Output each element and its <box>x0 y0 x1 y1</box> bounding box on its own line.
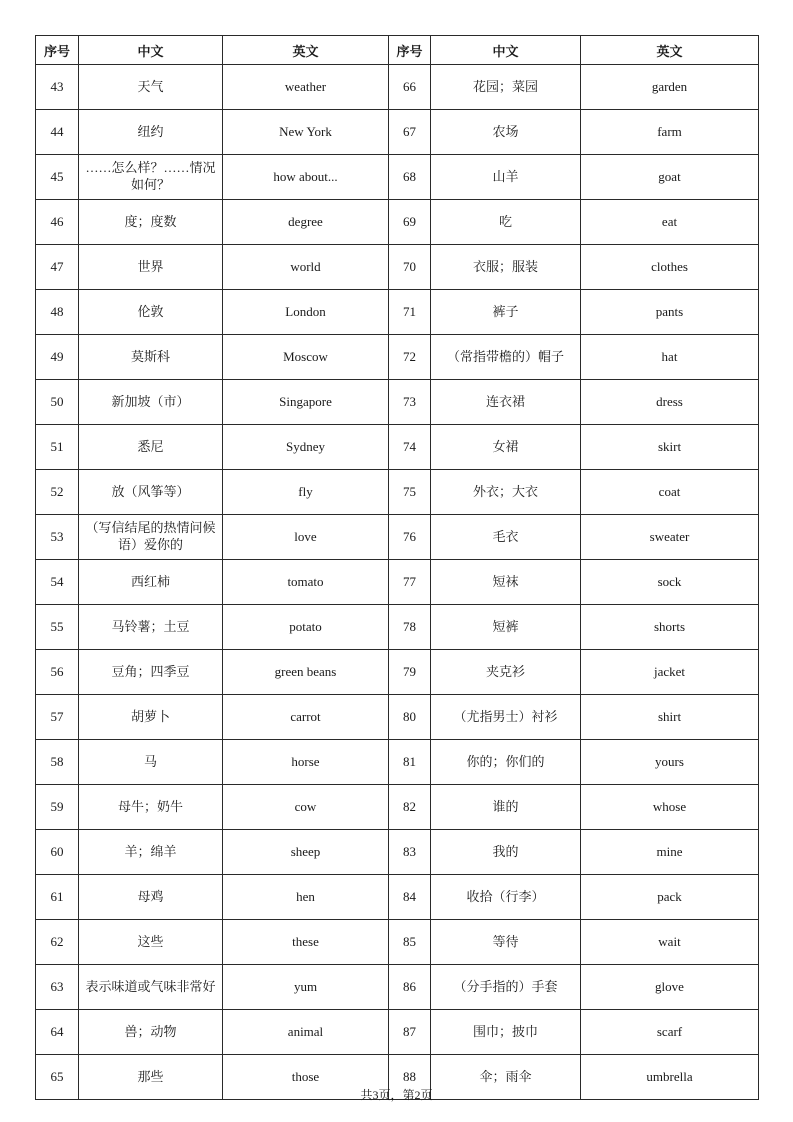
chinese-cell: 等待 <box>431 920 581 965</box>
index-cell: 73 <box>389 380 431 425</box>
index-cell: 43 <box>36 65 79 110</box>
index-cell: 58 <box>36 740 79 785</box>
header-chinese-right: 中文 <box>431 36 581 65</box>
chinese-cell: 短袜 <box>431 560 581 605</box>
index-cell: 74 <box>389 425 431 470</box>
index-cell: 52 <box>36 470 79 515</box>
index-cell: 84 <box>389 875 431 920</box>
chinese-cell: 马铃薯；土豆 <box>79 605 223 650</box>
table-row <box>36 560 759 605</box>
index-cell: 88 <box>389 1055 431 1100</box>
english-cell: how about... <box>223 155 389 200</box>
index-cell: 67 <box>389 110 431 155</box>
english-cell: scarf <box>581 1010 759 1055</box>
english-cell: coat <box>581 470 759 515</box>
english-cell: world <box>223 245 389 290</box>
chinese-cell: 母牛；奶牛 <box>79 785 223 830</box>
index-cell: 72 <box>389 335 431 380</box>
index-cell: 53 <box>36 515 79 560</box>
index-cell: 51 <box>36 425 79 470</box>
english-cell: potato <box>223 605 389 650</box>
english-cell: hen <box>223 875 389 920</box>
english-cell: skirt <box>581 425 759 470</box>
table-row <box>36 200 759 245</box>
chinese-cell: 外衣；大衣 <box>431 470 581 515</box>
table-row <box>36 290 759 335</box>
chinese-cell: 花园；菜园 <box>431 65 581 110</box>
index-cell: 47 <box>36 245 79 290</box>
chinese-cell: （写信结尾的热情问候语）爱你的 <box>79 515 223 560</box>
english-cell: pants <box>581 290 759 335</box>
chinese-cell: 放（风筝等） <box>79 470 223 515</box>
table-row <box>36 605 759 650</box>
chinese-cell: 新加坡（市） <box>79 380 223 425</box>
english-cell: umbrella <box>581 1055 759 1100</box>
chinese-cell: 西红柿 <box>79 560 223 605</box>
table-row <box>36 875 759 920</box>
english-cell: shorts <box>581 605 759 650</box>
chinese-cell: 世界 <box>79 245 223 290</box>
index-cell: 61 <box>36 875 79 920</box>
chinese-cell: ……怎么样？……情况如何？ <box>79 155 223 200</box>
table-row <box>36 695 759 740</box>
english-cell: eat <box>581 200 759 245</box>
english-cell: dress <box>581 380 759 425</box>
chinese-cell: 连衣裙 <box>431 380 581 425</box>
english-cell: degree <box>223 200 389 245</box>
index-cell: 80 <box>389 695 431 740</box>
chinese-cell: 山羊 <box>431 155 581 200</box>
table-row <box>36 650 759 695</box>
chinese-cell: 悉尼 <box>79 425 223 470</box>
english-cell: yours <box>581 740 759 785</box>
index-cell: 50 <box>36 380 79 425</box>
index-cell: 49 <box>36 335 79 380</box>
chinese-cell: 女裙 <box>431 425 581 470</box>
table-row <box>36 245 759 290</box>
index-cell: 81 <box>389 740 431 785</box>
english-cell: pack <box>581 875 759 920</box>
english-cell: these <box>223 920 389 965</box>
index-cell: 69 <box>389 200 431 245</box>
header-row <box>36 36 759 65</box>
chinese-cell: 纽约 <box>79 110 223 155</box>
english-cell: green beans <box>223 650 389 695</box>
index-cell: 48 <box>36 290 79 335</box>
english-cell: wait <box>581 920 759 965</box>
chinese-cell: 莫斯科 <box>79 335 223 380</box>
english-cell: garden <box>581 65 759 110</box>
chinese-cell: 我的 <box>431 830 581 875</box>
english-cell: animal <box>223 1010 389 1055</box>
index-cell: 87 <box>389 1010 431 1055</box>
chinese-cell: （常指带檐的）帽子 <box>431 335 581 380</box>
index-cell: 85 <box>389 920 431 965</box>
table-row <box>36 155 759 200</box>
index-cell: 45 <box>36 155 79 200</box>
index-cell: 55 <box>36 605 79 650</box>
index-cell: 59 <box>36 785 79 830</box>
chinese-cell: 豆角；四季豆 <box>79 650 223 695</box>
english-cell: clothes <box>581 245 759 290</box>
table-row <box>36 1010 759 1055</box>
chinese-cell: 羊；绵羊 <box>79 830 223 875</box>
index-cell: 70 <box>389 245 431 290</box>
english-cell: sheep <box>223 830 389 875</box>
index-cell: 77 <box>389 560 431 605</box>
index-cell: 68 <box>389 155 431 200</box>
english-cell: farm <box>581 110 759 155</box>
chinese-cell: 伦敦 <box>79 290 223 335</box>
index-cell: 46 <box>36 200 79 245</box>
header-english-left: 英文 <box>223 36 389 65</box>
english-cell: glove <box>581 965 759 1010</box>
chinese-cell: 母鸡 <box>79 875 223 920</box>
index-cell: 79 <box>389 650 431 695</box>
header-chinese-left: 中文 <box>79 36 223 65</box>
english-cell: those <box>223 1055 389 1100</box>
english-cell: love <box>223 515 389 560</box>
header-index-right: 序号 <box>389 36 431 65</box>
index-cell: 82 <box>389 785 431 830</box>
index-cell: 76 <box>389 515 431 560</box>
chinese-cell: （分手指的）手套 <box>431 965 581 1010</box>
table-row <box>36 425 759 470</box>
english-cell: sock <box>581 560 759 605</box>
chinese-cell: 短裤 <box>431 605 581 650</box>
chinese-cell: 兽；动物 <box>79 1010 223 1055</box>
english-cell: weather <box>223 65 389 110</box>
table-row <box>36 515 759 560</box>
table-row <box>36 920 759 965</box>
english-cell: hat <box>581 335 759 380</box>
index-cell: 86 <box>389 965 431 1010</box>
table-row <box>36 830 759 875</box>
english-cell: New York <box>223 110 389 155</box>
index-cell: 63 <box>36 965 79 1010</box>
table-row <box>36 470 759 515</box>
header-english-right: 英文 <box>581 36 759 65</box>
chinese-cell: 收拾（行李） <box>431 875 581 920</box>
table-row <box>36 380 759 425</box>
index-cell: 44 <box>36 110 79 155</box>
english-cell: whose <box>581 785 759 830</box>
english-cell: London <box>223 290 389 335</box>
english-cell: tomato <box>223 560 389 605</box>
table-row <box>36 965 759 1010</box>
table-row <box>36 740 759 785</box>
chinese-cell: 毛衣 <box>431 515 581 560</box>
english-cell: fly <box>223 470 389 515</box>
english-cell: carrot <box>223 695 389 740</box>
header-index-left: 序号 <box>36 36 79 65</box>
index-cell: 65 <box>36 1055 79 1100</box>
index-cell: 56 <box>36 650 79 695</box>
chinese-cell: 表示味道或气味非常好 <box>79 965 223 1010</box>
chinese-cell: 这些 <box>79 920 223 965</box>
english-cell: mine <box>581 830 759 875</box>
chinese-cell: 裤子 <box>431 290 581 335</box>
chinese-cell: 谁的 <box>431 785 581 830</box>
english-cell: Moscow <box>223 335 389 380</box>
chinese-cell: 吃 <box>431 200 581 245</box>
vocabulary-table <box>35 35 759 1100</box>
index-cell: 64 <box>36 1010 79 1055</box>
english-cell: horse <box>223 740 389 785</box>
english-cell: yum <box>223 965 389 1010</box>
english-cell: cow <box>223 785 389 830</box>
chinese-cell: 衣服；服装 <box>431 245 581 290</box>
chinese-cell: 你的；你们的 <box>431 740 581 785</box>
chinese-cell: （尤指男士）衬衫 <box>431 695 581 740</box>
table-row <box>36 110 759 155</box>
chinese-cell: 马 <box>79 740 223 785</box>
chinese-cell: 农场 <box>431 110 581 155</box>
vocab-table-body <box>36 65 759 1100</box>
chinese-cell: 天气 <box>79 65 223 110</box>
chinese-cell: 胡萝卜 <box>79 695 223 740</box>
chinese-cell: 那些 <box>79 1055 223 1100</box>
index-cell: 66 <box>389 65 431 110</box>
page-footer: 共3页，第2页 <box>360 1088 433 1102</box>
index-cell: 60 <box>36 830 79 875</box>
chinese-cell: 夹克衫 <box>431 650 581 695</box>
table-row <box>36 785 759 830</box>
index-cell: 83 <box>389 830 431 875</box>
table-row <box>36 65 759 110</box>
chinese-cell: 围巾；披巾 <box>431 1010 581 1055</box>
english-cell: shirt <box>581 695 759 740</box>
index-cell: 78 <box>389 605 431 650</box>
english-cell: sweater <box>581 515 759 560</box>
chinese-cell: 度；度数 <box>79 200 223 245</box>
index-cell: 62 <box>36 920 79 965</box>
english-cell: jacket <box>581 650 759 695</box>
table-row <box>36 335 759 380</box>
chinese-cell: 伞；雨伞 <box>431 1055 581 1100</box>
english-cell: goat <box>581 155 759 200</box>
english-cell: Singapore <box>223 380 389 425</box>
index-cell: 71 <box>389 290 431 335</box>
index-cell: 75 <box>389 470 431 515</box>
english-cell: Sydney <box>223 425 389 470</box>
index-cell: 54 <box>36 560 79 605</box>
index-cell: 57 <box>36 695 79 740</box>
